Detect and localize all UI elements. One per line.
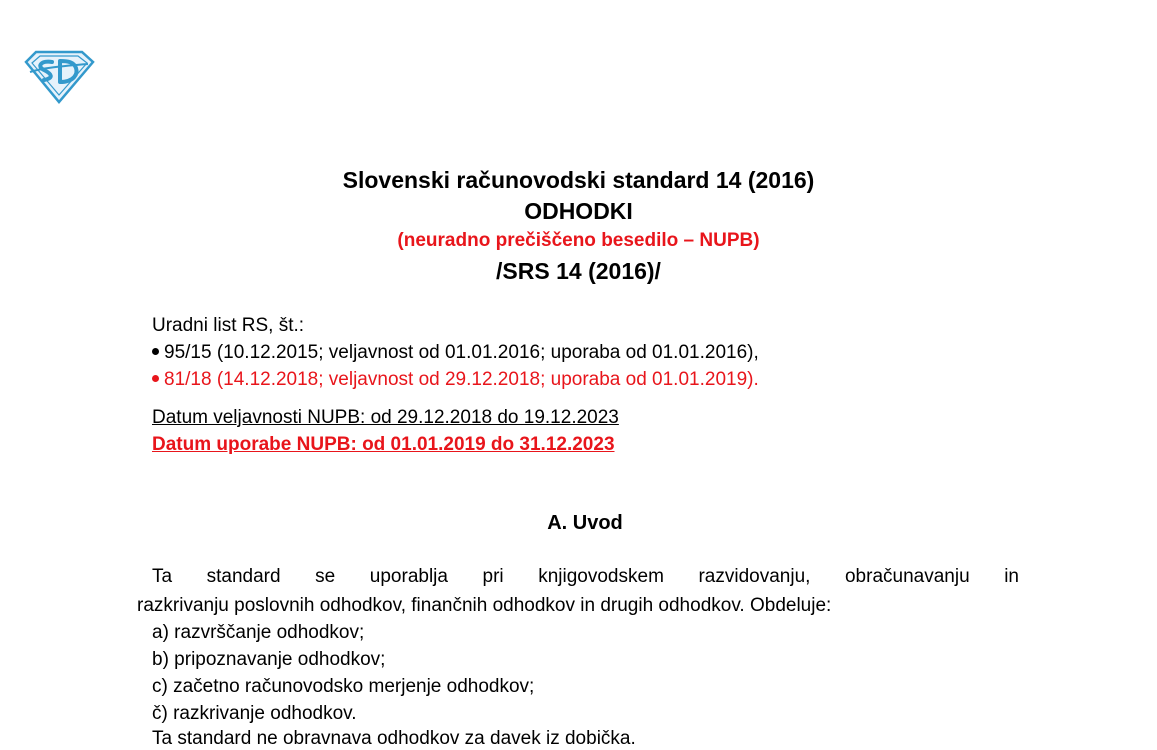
list-item: b) pripoznavanje odhodkov;: [152, 649, 386, 670]
section-heading: A. Uvod: [547, 512, 623, 534]
list-item: a) razvrščanje odhodkov;: [152, 622, 365, 643]
document-subtitle: ODHODKI: [524, 198, 633, 224]
sd-diamond-logo-icon: [22, 48, 96, 104]
paragraph-last-line: Ta standard ne obravnava odhodkov za davek iz dobička.: [152, 728, 636, 749]
gazette-item-1: 95/15 (10.12.2015; veljavnost od 01.01.2016; uporaba od 01.01.2016),: [152, 342, 759, 364]
document-title: Slovenski računovodski standard 14 (2016): [342, 167, 815, 193]
document-code: /SRS 14 (2016)/: [496, 258, 661, 284]
paragraph-line-2: razkrivanju poslovnih odhodkov, finančnih odhodkov in drugih odhodkov. Obdeluje:: [137, 595, 832, 616]
document-note: (neuradno prečiščeno besedilo – NUPB): [397, 230, 760, 251]
list-item: c) začetno računovodsko merjenje odhodkov;: [152, 676, 535, 697]
paragraph-line-1: Ta standard se uporablja pri knjigovodskem razvidovanju, obračunavanju in: [152, 566, 1019, 587]
gazette-item-2: 81/18 (14.12.2018; veljavnost od 29.12.2018; uporaba od 01.01.2019).: [152, 369, 759, 391]
gazette-label: Uradni list RS, št.:: [152, 315, 305, 336]
validity-date-line: Datum veljavnosti NUPB: od 29.12.2018 do 19.12.2023: [152, 407, 619, 428]
usage-date-line: Datum uporabe NUPB: od 01.01.2019 do 31.12.2023: [152, 434, 615, 455]
list-item: č) razkrivanje odhodkov.: [152, 703, 357, 724]
